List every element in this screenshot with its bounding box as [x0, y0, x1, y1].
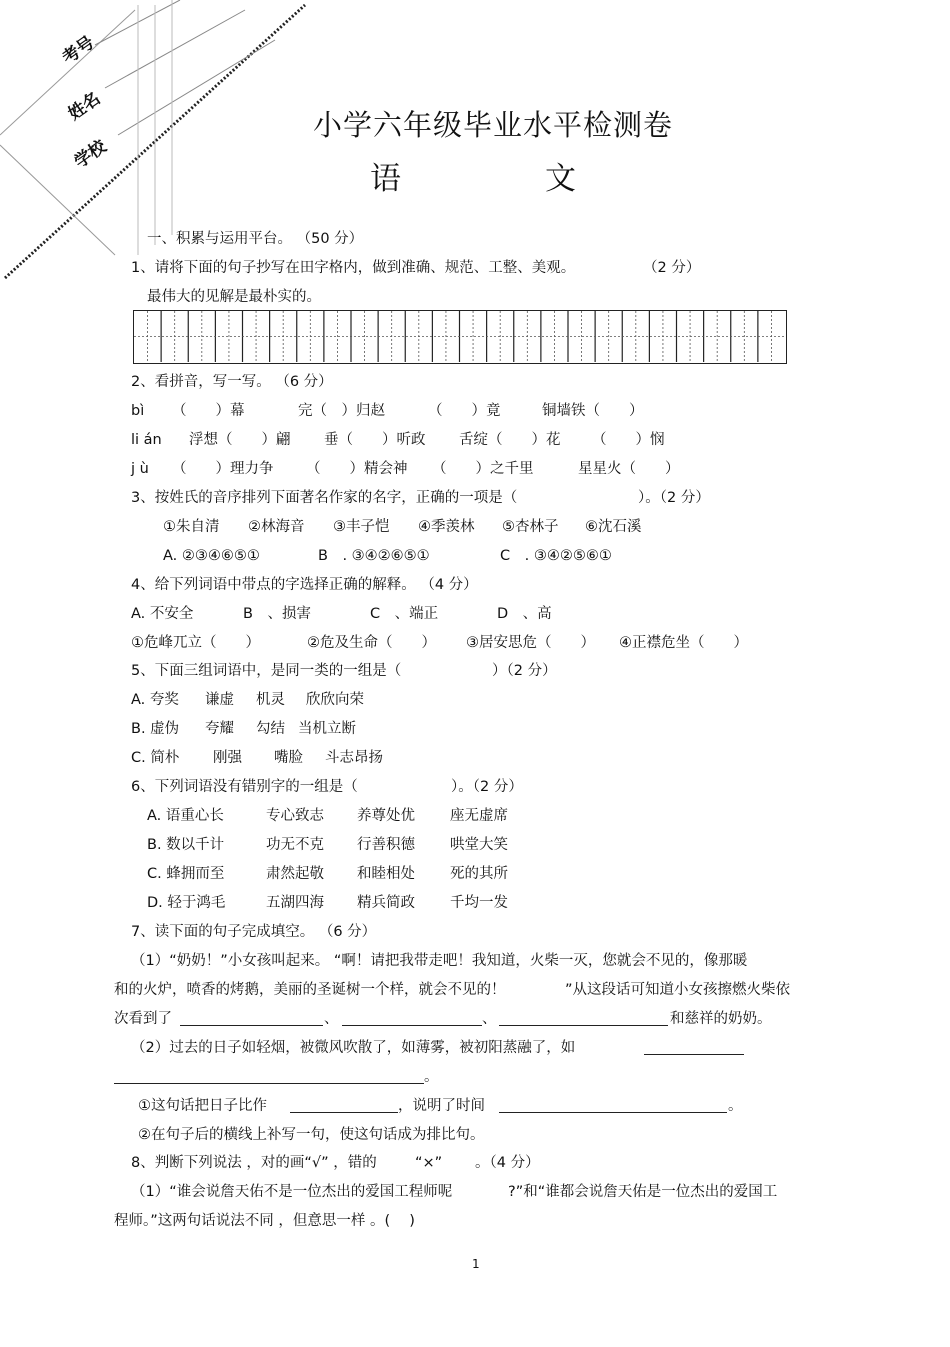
q5-row-c-2: 刚强 [213, 750, 242, 766]
q6-row-a-2: 专心致志 [266, 808, 324, 824]
q4-item-4: ④正襟危坐（ ） [619, 635, 748, 651]
q7-passage-2-end: 。 [424, 1069, 439, 1085]
q6-row-b-2: 功无不克 [266, 837, 324, 853]
q2-row-2-item-2: 垂（ ）听政 [324, 432, 426, 448]
q5-row-c-4: 斗志昂扬 [325, 750, 383, 766]
q7-passage-1-line-2b: ”从这段话可知道小女孩擦燃火柴依 [565, 982, 791, 998]
q7-sub-1c: 。 [728, 1098, 743, 1114]
q2-row-1-item-3: （ ）竟 [428, 403, 501, 419]
q7-blank-2[interactable] [342, 1009, 482, 1026]
q6-row-d-3: 精兵简政 [357, 895, 415, 911]
q3-name-1: ①朱自清 [163, 519, 220, 535]
q7-sub-1b: ，说明了时间 [398, 1098, 485, 1114]
margin-label-exam-number: 考号 [58, 32, 99, 69]
q4-item-3: ③居安思危（ ） [466, 635, 595, 651]
q5-row-a-2: 谦虚 [205, 692, 234, 708]
margin-label-school: 学校 [70, 136, 111, 173]
tianzige-writing-grid[interactable] [133, 310, 787, 364]
question-6-tail: ）。（2 分） [451, 779, 523, 795]
q5-row-a-3: 机灵 [256, 692, 285, 708]
q4-option-b: B 、损害 [243, 606, 311, 622]
q7-blank-5[interactable] [114, 1067, 424, 1084]
q5-row-a-4: 欣欣向荣 [306, 692, 364, 708]
q6-row-d-4: 千均一发 [450, 895, 508, 911]
q8-item-1-line-1a: （1）“谁会说詹天佑不是一位杰出的爱国工程师呢 [131, 1184, 453, 1200]
q6-row-d-1: D. 轻于鸿毛 [147, 895, 226, 911]
q3-name-5: ⑤杏林子 [502, 519, 559, 535]
q6-row-a-3: 养尊处优 [357, 808, 415, 824]
q7-blank-6[interactable] [290, 1096, 398, 1113]
q4-item-2: ②危及生命（ ） [307, 635, 436, 651]
question-1-sentence: 最伟大的见解是最朴实的。 [147, 289, 321, 305]
q7-sub-2: ②在句子后的横线上补写一句，使这句话成为排比句。 [138, 1127, 485, 1143]
subject-char-left: 语 [370, 161, 401, 197]
q7-passage-1-line-1: （1）“奶奶！”小女孩叫起来。 “啊！请把我带走吧！我知道，火柴一灭，您就会不见的，像那暖 [131, 953, 748, 969]
q7-blank-7[interactable] [499, 1096, 727, 1113]
q5-row-b-3: 勾结 [256, 721, 285, 737]
q6-row-a-1: A. 语重心长 [147, 808, 224, 824]
q5-row-b-2: 夸耀 [205, 721, 234, 737]
question-3-prompt: 3、按姓氏的音序排列下面著名作家的名字，正确的一项是（ [131, 490, 518, 506]
section-heading: 一、积累与运用平台。 （50 分） [147, 231, 364, 247]
q3-option-b: B . ③④②⑥⑤① [318, 548, 430, 564]
q2-row-2-item-4: （ ）悯 [592, 432, 665, 448]
q7-passage-1-line-3a: 次看到了 [114, 1011, 172, 1027]
q7-blank-sep-1: 、 [324, 1011, 339, 1027]
q3-name-2: ②林海音 [248, 519, 305, 535]
q2-row-1-pinyin: bì [131, 403, 145, 419]
q2-row-1-item-1: （ ）幕 [172, 403, 245, 419]
q6-row-c-2: 肃然起敬 [266, 866, 324, 882]
q5-row-c-1: C. 简朴 [131, 750, 180, 766]
question-3-tail: ）。（2 分） [638, 490, 710, 506]
q5-row-b-1: B. 虚伪 [131, 721, 180, 737]
q2-row-3-item-3: （ ）之千里 [432, 461, 534, 477]
q7-sub-1a: ①这句话把日子比作 [138, 1098, 267, 1114]
question-8-prompt-a: 8、判断下列说法 ，对的画“√” ，错的 [131, 1155, 377, 1171]
q2-row-2-item-1: 浮想（ ）翩 [189, 432, 291, 448]
margin-label-name: 姓名 [64, 88, 105, 125]
q3-name-6: ⑥沈石溪 [585, 519, 642, 535]
q2-row-3-item-4: 星星火（ ） [578, 461, 680, 477]
q7-passage-2-line-1: （2）过去的日子如轻烟，被微风吹散了，如薄雾，被初阳蒸融了，如 [131, 1040, 576, 1056]
question-2-prompt: 2、看拼音，写一写。 （6 分） [131, 374, 333, 390]
q3-name-4: ④季羡林 [418, 519, 475, 535]
q8-item-1-line-1b: ?”和“谁都会说詹天佑是一位杰出的爱国工 [508, 1184, 778, 1200]
question-8-prompt-b: “×” [415, 1155, 443, 1171]
q4-option-d: D 、高 [497, 606, 552, 622]
q2-row-3-pinyin: j ù [131, 461, 149, 477]
q2-row-2-pinyin: li án [131, 432, 162, 448]
question-1-score: （2 分） [643, 260, 701, 276]
q6-row-c-1: C. 蜂拥而至 [147, 866, 225, 882]
q6-row-c-4: 死的其所 [450, 866, 508, 882]
question-1-prompt: 1、请将下面的句子抄写在田字格内，做到准确、规范、工整、美观。 [131, 260, 576, 276]
q5-row-b-4: 当机立断 [298, 721, 356, 737]
q5-row-a-1: A. 夸奖 [131, 692, 179, 708]
q2-row-1-item-4: 铜墙铁（ ） [542, 403, 644, 419]
q2-row-3-item-2: （ ）精会神 [306, 461, 408, 477]
q2-row-3-item-1: （ ）理力争 [172, 461, 274, 477]
q3-option-a: A. ②③④⑥⑤① [163, 548, 260, 564]
q7-blank-1[interactable] [180, 1009, 323, 1026]
q6-row-c-3: 和睦相处 [357, 866, 415, 882]
q7-blank-3[interactable] [499, 1009, 668, 1026]
q7-blank-4[interactable] [644, 1038, 744, 1055]
q6-row-a-4: 座无虚席 [450, 808, 508, 824]
q5-row-c-3: 嘴脸 [274, 750, 303, 766]
subject-char-right: 文 [545, 161, 576, 197]
question-7-prompt: 7、读下面的句子完成填空。 （6 分） [131, 924, 377, 940]
q6-row-b-4: 哄堂大笑 [450, 837, 508, 853]
q8-item-1-line-2: 程师。”这两句话说法不同 ，但意思一样 。( ) [114, 1213, 415, 1229]
q3-name-3: ③丰子恺 [333, 519, 390, 535]
question-6-prompt: 6、下列词语没有错别字的一组是（ [131, 779, 358, 795]
q7-passage-1-line-3b: 和慈祥的奶奶。 [670, 1011, 772, 1027]
q6-row-d-2: 五湖四海 [266, 895, 324, 911]
q7-passage-1-line-2a: 和的火炉，喷香的烤鹅，美丽的圣诞树一个样，就会不见的！ [114, 982, 506, 998]
page-title: 小学六年级毕业水平检测卷 [313, 108, 674, 142]
q4-item-1: ①危峰兀立（ ） [131, 635, 260, 651]
q6-row-b-3: 行善积德 [357, 837, 415, 853]
q7-blank-sep-2: 、 [482, 1011, 497, 1027]
q4-option-c: C 、端正 [370, 606, 439, 622]
q3-option-c: C . ③④②⑤⑥① [500, 548, 612, 564]
question-4-prompt: 4、给下列词语中带点的字选择正确的解释。 （4 分） [131, 577, 478, 593]
question-5-prompt: 5、下面三组词语中，是同一类的一组是（ [131, 663, 402, 679]
q2-row-1-item-2: 完（ ）归赵 [298, 403, 385, 419]
q6-row-b-1: B. 数以千计 [147, 837, 225, 853]
q4-option-a: A. 不安全 [131, 606, 194, 622]
question-5-tail: ）（2 分） [492, 663, 557, 679]
question-8-prompt-c: 。（4 分） [475, 1155, 540, 1171]
q2-row-2-item-3: 舌绽（ ）花 [459, 432, 561, 448]
page-number: 1 [472, 1257, 480, 1271]
